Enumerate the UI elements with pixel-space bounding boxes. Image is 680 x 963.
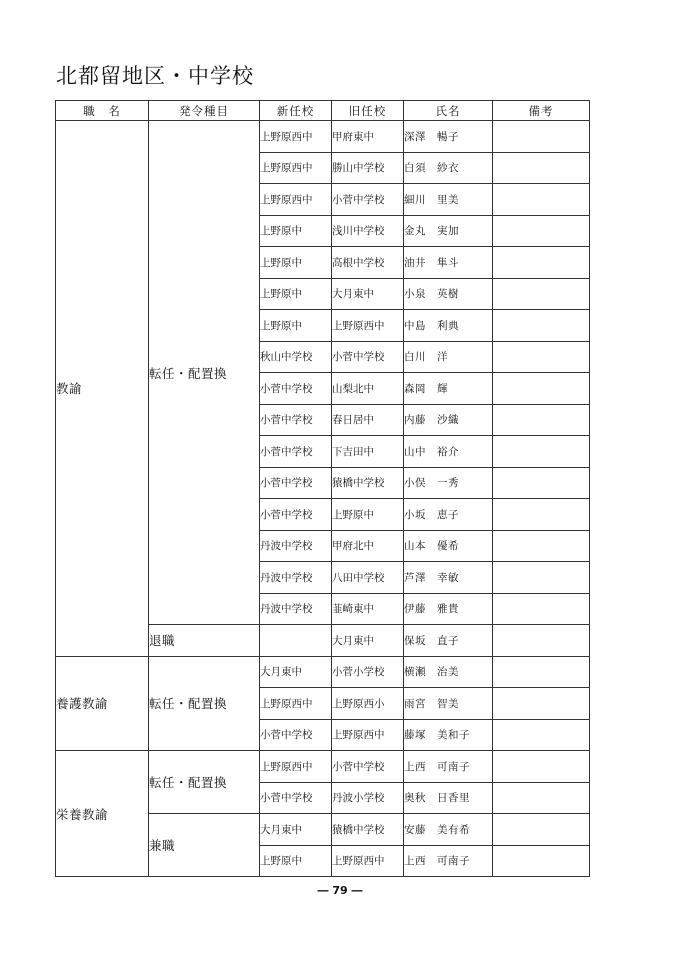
person-name-cell: 奥秋 日香里: [404, 782, 493, 814]
remarks-cell: [493, 121, 590, 153]
position-cell: 教諭: [56, 121, 149, 657]
person-name-cell: 中島 利典: [404, 310, 493, 342]
new-school-cell: 上野原中: [260, 215, 332, 247]
table-row: [56, 656, 590, 688]
new-school-cell: 上野原西中: [260, 688, 332, 720]
person-name-cell: 山本 優希: [404, 530, 493, 562]
header-new-school: 新任校: [260, 101, 332, 121]
remarks-cell: [493, 845, 590, 877]
remarks-cell: [493, 625, 590, 657]
new-school-cell: 上野原西中: [260, 184, 332, 216]
appointment-type-cell: 転任・配置換: [149, 656, 260, 751]
old-school-cell: 小菅小学校: [332, 656, 404, 688]
appointment-type-cell: 兼職: [149, 814, 260, 877]
header-remarks: 備考: [493, 101, 590, 121]
new-school-cell: 小菅中学校: [260, 373, 332, 405]
old-school-cell: 浅川中学校: [332, 215, 404, 247]
header-name: 氏名: [404, 101, 493, 121]
old-school-cell: 小菅中学校: [332, 184, 404, 216]
old-school-cell: 猿橋中学校: [332, 467, 404, 499]
new-school-cell: 小菅中学校: [260, 404, 332, 436]
old-school-cell: 上野原西中: [332, 719, 404, 751]
person-name-cell: 小泉 英樹: [404, 278, 493, 310]
old-school-cell: 大月東中: [332, 278, 404, 310]
header-old-school: 旧任校: [332, 101, 404, 121]
remarks-cell: [493, 184, 590, 216]
remarks-cell: [493, 562, 590, 594]
new-school-cell: 大月東中: [260, 656, 332, 688]
person-name-cell: 金丸 実加: [404, 215, 493, 247]
new-school-cell: 小菅中学校: [260, 499, 332, 531]
remarks-cell: [493, 215, 590, 247]
new-school-cell: 小菅中学校: [260, 719, 332, 751]
old-school-cell: 山梨北中: [332, 373, 404, 405]
remarks-cell: [493, 593, 590, 625]
old-school-cell: 小菅中学校: [332, 341, 404, 373]
person-name-cell: 白川 洋: [404, 341, 493, 373]
old-school-cell: 上野原西中: [332, 845, 404, 877]
new-school-cell: 上野原中: [260, 247, 332, 279]
remarks-cell: [493, 467, 590, 499]
remarks-cell: [493, 152, 590, 184]
page-number: ― 79 ―: [317, 884, 363, 897]
new-school-cell: 丹波中学校: [260, 530, 332, 562]
remarks-cell: [493, 719, 590, 751]
person-name-cell: 山中 裕介: [404, 436, 493, 468]
old-school-cell: 高根中学校: [332, 247, 404, 279]
header-appointment-type: 発令種目: [149, 101, 260, 121]
new-school-cell: 上野原中: [260, 278, 332, 310]
remarks-cell: [493, 751, 590, 783]
new-school-cell: 丹波中学校: [260, 562, 332, 594]
person-name-cell: 上西 可南子: [404, 845, 493, 877]
appointment-type-cell: 転任・配置換: [149, 121, 260, 625]
new-school-cell: 大月東中: [260, 814, 332, 846]
old-school-cell: 猿橋中学校: [332, 814, 404, 846]
person-name-cell: 伊藤 雅貴: [404, 593, 493, 625]
person-name-cell: 白須 紗衣: [404, 152, 493, 184]
old-school-cell: 上野原西小: [332, 688, 404, 720]
person-name-cell: 藤塚 美和子: [404, 719, 493, 751]
new-school-cell: 秋山中学校: [260, 341, 332, 373]
person-name-cell: 保坂 直子: [404, 625, 493, 657]
new-school-cell: 上野原西中: [260, 121, 332, 153]
header-row: [56, 101, 590, 121]
new-school-cell: 小菅中学校: [260, 467, 332, 499]
old-school-cell: 上野原西中: [332, 310, 404, 342]
new-school-cell: 上野原中: [260, 845, 332, 877]
table-body: [56, 121, 590, 877]
person-name-cell: 油井 隼斗: [404, 247, 493, 279]
table-row: [56, 121, 590, 153]
person-name-cell: 横瀬 治美: [404, 656, 493, 688]
old-school-cell: 大月東中: [332, 625, 404, 657]
remarks-cell: [493, 656, 590, 688]
person-name-cell: 細川 里美: [404, 184, 493, 216]
new-school-cell: 小菅中学校: [260, 436, 332, 468]
old-school-cell: 下吉田中: [332, 436, 404, 468]
header-position: 職 名: [56, 101, 149, 121]
position-cell: 栄養教諭: [56, 751, 149, 877]
table-row: [56, 751, 590, 783]
new-school-cell: [260, 625, 332, 657]
remarks-cell: [493, 530, 590, 562]
remarks-cell: [493, 310, 590, 342]
appointment-type-cell: 退職: [149, 625, 260, 657]
remarks-cell: [493, 499, 590, 531]
old-school-cell: 勝山中学校: [332, 152, 404, 184]
remarks-cell: [493, 404, 590, 436]
remarks-cell: [493, 782, 590, 814]
old-school-cell: 丹波小学校: [332, 782, 404, 814]
new-school-cell: 丹波中学校: [260, 593, 332, 625]
new-school-cell: 上野原西中: [260, 152, 332, 184]
new-school-cell: 上野原中: [260, 310, 332, 342]
remarks-cell: [493, 436, 590, 468]
remarks-cell: [493, 688, 590, 720]
old-school-cell: 甲府東中: [332, 121, 404, 153]
old-school-cell: 八田中学校: [332, 562, 404, 594]
person-name-cell: 上西 可南子: [404, 751, 493, 783]
old-school-cell: 上野原中: [332, 499, 404, 531]
old-school-cell: 春日居中: [332, 404, 404, 436]
person-name-cell: 安藤 美有希: [404, 814, 493, 846]
old-school-cell: 小菅中学校: [332, 751, 404, 783]
person-name-cell: 森岡 輝: [404, 373, 493, 405]
old-school-cell: 韮崎東中: [332, 593, 404, 625]
appointment-type-cell: 転任・配置換: [149, 751, 260, 814]
person-name-cell: 内藤 沙織: [404, 404, 493, 436]
remarks-cell: [493, 247, 590, 279]
new-school-cell: 上野原西中: [260, 751, 332, 783]
person-name-cell: 雨宮 智美: [404, 688, 493, 720]
person-name-cell: 芦澤 幸敏: [404, 562, 493, 594]
person-name-cell: 小俣 一秀: [404, 467, 493, 499]
new-school-cell: 小菅中学校: [260, 782, 332, 814]
person-name-cell: 小坂 恵子: [404, 499, 493, 531]
remarks-cell: [493, 814, 590, 846]
remarks-cell: [493, 341, 590, 373]
personnel-table: [55, 100, 590, 877]
person-name-cell: 深澤 暢子: [404, 121, 493, 153]
position-cell: 養護教諭: [56, 656, 149, 751]
page-title: 北都留地区・中学校: [56, 64, 254, 88]
old-school-cell: 甲府北中: [332, 530, 404, 562]
remarks-cell: [493, 373, 590, 405]
remarks-cell: [493, 278, 590, 310]
